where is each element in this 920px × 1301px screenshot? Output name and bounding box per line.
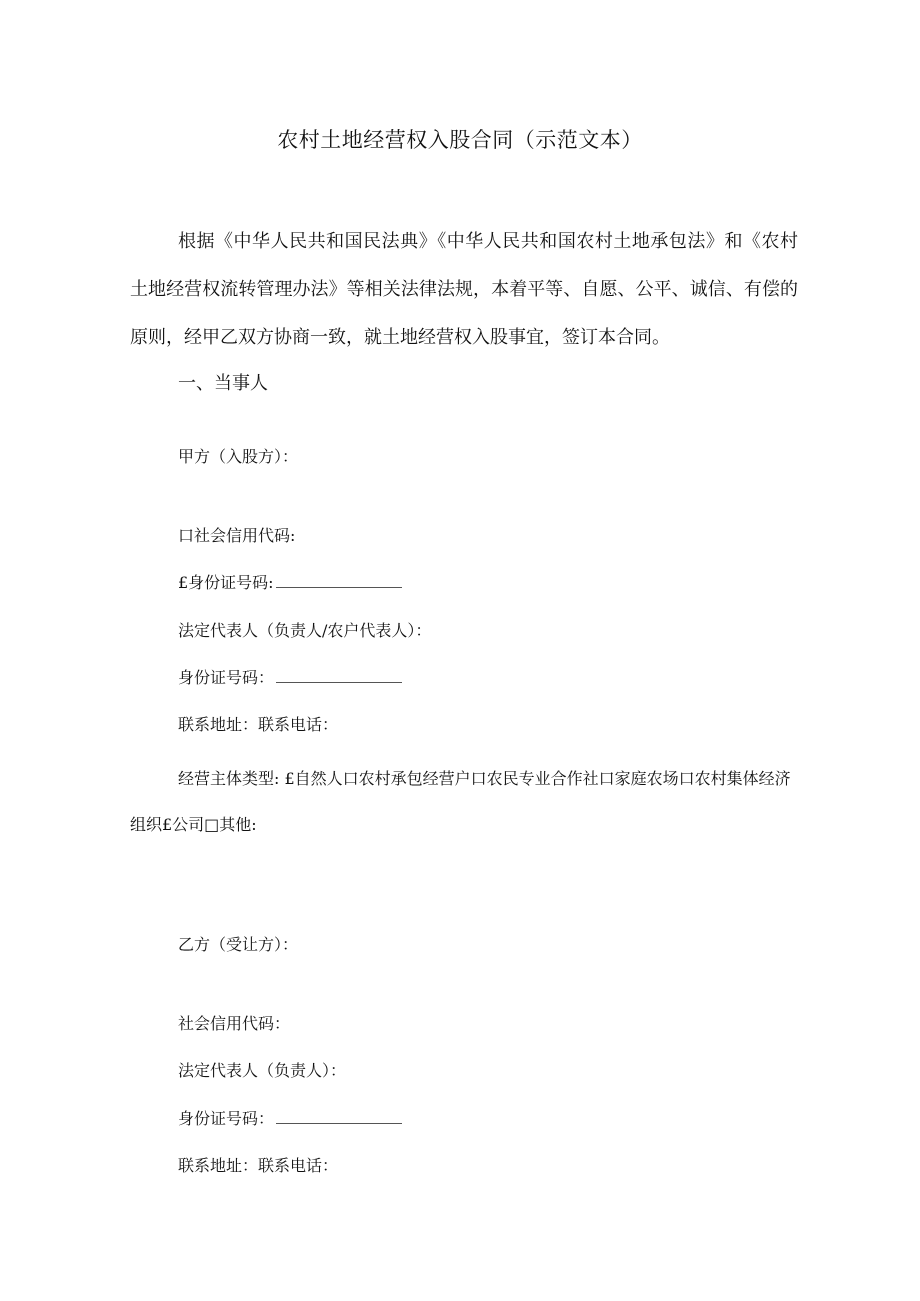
party-a-id-number-label: £身份证号码:: [178, 573, 274, 592]
party-a-rep-id-row: [178, 665, 402, 688]
party-b-rep-id-row: [178, 1106, 402, 1129]
section-heading-parties: 一、当事人: [178, 373, 268, 394]
party-a-rep-id-blank: [276, 681, 402, 683]
party-b-contact: 联系地址：联系电话：: [178, 1156, 339, 1175]
party-b-legal-rep: 法定代表人（负责人）：: [178, 1061, 347, 1080]
document-title: 农村土地经营权入股合同（示范文本）: [277, 128, 643, 152]
party-a-legal-rep: 法定代表人（负责人/农户代表人）：: [178, 621, 432, 640]
party-b-label: 乙方（受让方）：: [178, 935, 299, 954]
party-b-rep-id-blank: [276, 1122, 402, 1124]
party-a-id-number-blank: [276, 586, 402, 588]
party-a-contact: 联系地址：联系电话：: [178, 715, 339, 734]
party-b-rep-id-label: 身份证号码：: [178, 1109, 275, 1128]
intro-paragraph: 根据《中华人民共和国民法典》《中华人民共和国农村土地承包法》和《农村土地经营权流转管理办法》等相关法律法规，本着平等、自愿、公平、诚信、有偿的原则，经甲乙双方协商一致，就土地经营权入股事宜，签订本合同。: [130, 231, 798, 348]
party-a-label: 甲方（入股方）：: [178, 447, 299, 466]
party-a-entity-type: 经营主体类型: £自然人口农村承包经营户口农民专业合作社口家庭农场口农村集体经济组织£公司□其他:: [130, 769, 791, 834]
party-a-id-number-row: [178, 570, 402, 593]
party-a-rep-id-label: 身份证号码：: [178, 668, 275, 687]
party-b-social-credit-code: 社会信用代码：: [178, 1014, 291, 1033]
party-a-social-credit-code: 口社会信用代码:: [178, 526, 296, 545]
